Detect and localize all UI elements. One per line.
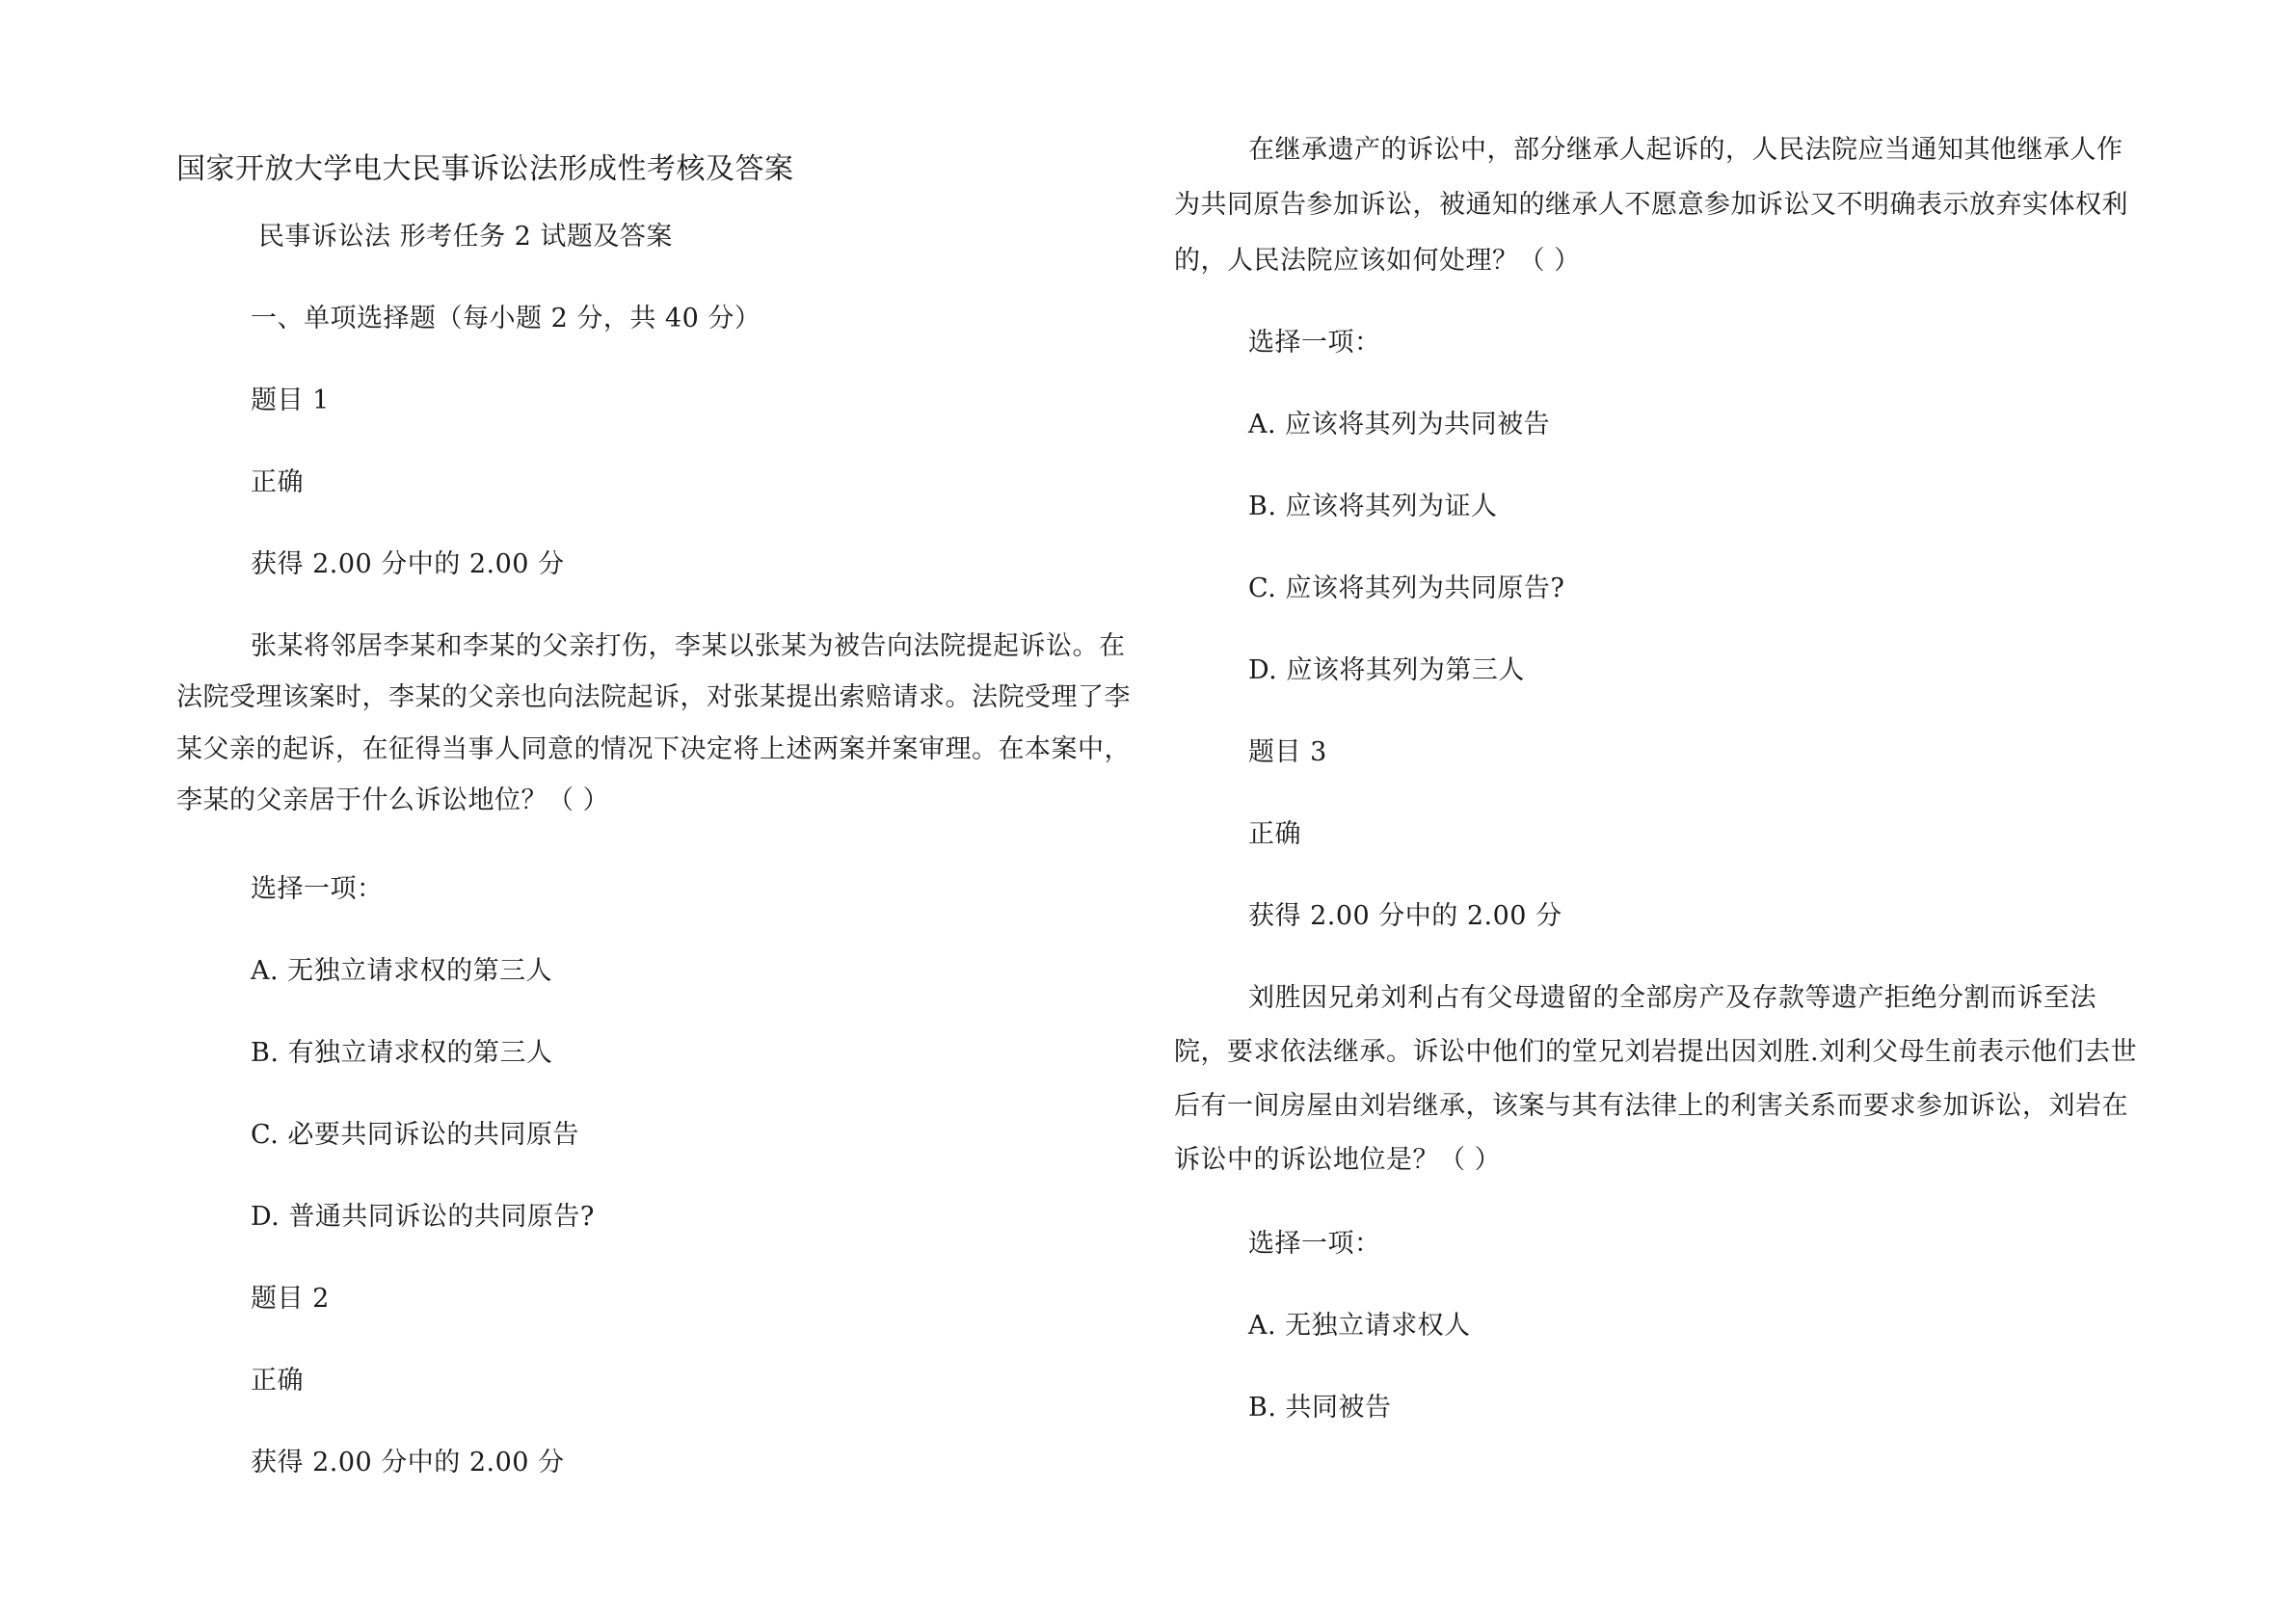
section-heading: 一、单项选择题（每小题 2 分，共 40 分） [251, 304, 761, 333]
question-stem-line: 的，人民法院应该如何处理？（ ） [1174, 246, 1581, 276]
answer-option-c: C. 必要共同诉讼的共同原告 [251, 1120, 579, 1150]
answer-option-a: A. 无独立请求权人 [1248, 1311, 1471, 1341]
question-stem-line: 在继承遗产的诉讼中，部分继承人起诉的，人民法院应当通知其他继承人作 [1248, 135, 2123, 165]
answer-option-d: D. 应该将其列为第三人 [1248, 655, 1525, 685]
question-score: 获得 2.00 分中的 2.00 分 [251, 1448, 565, 1477]
question-label: 题目 3 [1248, 737, 1327, 767]
answer-option-b: B. 有独立请求权的第三人 [251, 1038, 553, 1068]
answer-option-b: B. 共同被告 [1248, 1393, 1392, 1423]
subtitle: 民事诉讼法 形考任务 2 试题及答案 [258, 222, 673, 252]
answer-option-a: A. 应该将其列为共同被告 [1248, 410, 1551, 439]
choice-prompt: 选择一项： [1248, 1229, 1381, 1259]
question-score: 获得 2.00 分中的 2.00 分 [251, 549, 565, 579]
question-label: 题目 2 [251, 1284, 330, 1314]
question-stem-line: 张某将邻居李某和李某的父亲打伤，李某以张某为被告向法院提起诉讼。在 [251, 631, 1126, 661]
question-stem-line: 李某的父亲居于什么诉讼地位？（ ） [176, 785, 610, 815]
question-stem-line: 诉讼中的诉讼地位是？（ ） [1174, 1145, 1502, 1175]
question-stem-line: 为共同原告参加诉讼，被通知的继承人不愿意参加诉讼又不明确表示放弃实体权利 [1174, 190, 2128, 220]
question-status: 正确 [1248, 819, 1301, 849]
question-label: 题目 1 [251, 386, 330, 415]
question-status: 正确 [251, 1366, 304, 1396]
question-stem-line: 法院受理该案时，李某的父亲也向法院起诉，对张某提出索赔请求。法院受理了李 [176, 682, 1131, 712]
document-title: 国家开放大学电大民事诉讼法形成性考核及答案 [176, 152, 794, 186]
answer-option-d: D. 普通共同诉讼的共同原告? [251, 1202, 595, 1232]
question-stem-line: 刘胜因兄弟刘利占有父母遗留的全部房产及存款等遗产拒绝分割而诉至法 [1248, 983, 2096, 1013]
question-status: 正确 [251, 467, 304, 497]
answer-option-b: B. 应该将其列为证人 [1248, 492, 1498, 521]
question-stem-line: 后有一间房屋由刘岩继承，该案与其有法律上的利害关系而要求参加诉讼，刘岩在 [1174, 1091, 2128, 1121]
question-stem-line: 某父亲的起诉，在征得当事人同意的情况下决定将上述两案并案审理。在本案中， [176, 734, 1131, 764]
choice-prompt: 选择一项： [251, 874, 384, 904]
answer-option-a: A. 无独立请求权的第三人 [251, 956, 553, 986]
choice-prompt: 选择一项： [1248, 328, 1381, 358]
question-stem-line: 院，要求依法继承。诉讼中他们的堂兄刘岩提出因刘胜.刘利父母生前表示他们去世 [1174, 1037, 2138, 1067]
question-score: 获得 2.00 分中的 2.00 分 [1248, 901, 1562, 931]
answer-option-c: C. 应该将其列为共同原告? [1248, 573, 1565, 603]
